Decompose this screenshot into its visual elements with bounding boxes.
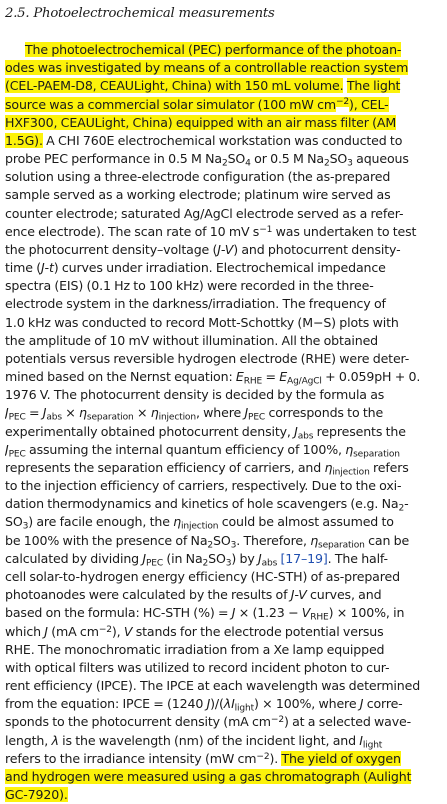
text-run: J-V	[217, 241, 234, 257]
text-run: SO	[5, 514, 23, 530]
text-line	[5, 168, 441, 186]
highlighted-text: odes was investigated by means of a controllable reaction system	[5, 60, 409, 76]
text-line	[5, 641, 441, 659]
text-line	[5, 404, 441, 422]
text-run: J	[42, 405, 47, 421]
highlighted-text: (CEL-PAEM-D8, CEAULight, China) with 150 mL volume.	[5, 78, 344, 94]
text-run: ).	[269, 750, 282, 766]
text-run: the photocurrent density–voltage (	[5, 241, 218, 257]
text-run: . Therefore,	[236, 532, 311, 548]
text-line	[5, 332, 441, 350]
text-run: 2	[221, 158, 228, 169]
text-run: solution using a three-electrode configuration (the as-prepared	[5, 169, 391, 185]
text-run: (in Na	[163, 550, 203, 566]
text-line	[5, 41, 441, 59]
text-run: ) × 100%, in	[328, 605, 405, 621]
text-run: λ	[51, 732, 59, 748]
text-run: separation	[353, 449, 400, 459]
text-run: J	[206, 696, 211, 712]
text-run: 1976 V. The photocurrent density is decided by the formula as	[5, 387, 385, 403]
highlighted-text: −2	[335, 97, 350, 108]
text-line	[5, 205, 441, 223]
text-run: was undertaken to test	[272, 223, 417, 239]
text-run: corresponds to the	[265, 405, 384, 421]
text-line	[5, 259, 441, 277]
text-line	[5, 568, 441, 586]
text-run: ),	[111, 623, 124, 639]
text-run: SO	[227, 151, 246, 167]
text-line	[5, 350, 441, 368]
text-run: J	[244, 405, 249, 421]
text-run: length,	[5, 732, 52, 748]
text-run: Ag/AgCl	[287, 376, 322, 387]
text-run: η	[79, 405, 87, 421]
text-run: light	[234, 703, 254, 714]
text-run: J-V	[290, 587, 307, 603]
text-run: λI	[223, 696, 235, 712]
text-run: 2	[323, 158, 330, 169]
text-run: could be almost assumed to	[218, 514, 394, 530]
highlighted-text: HXF300, CEAULight, China) equipped with an air mass filter (AM	[5, 114, 397, 130]
highlighted-text: source was a commercial solar simulator (100 mW cm	[5, 96, 336, 112]
text-run: cell solar-to-hydrogen energy efficiency (HC-STH) of as-prepared	[5, 568, 400, 584]
text-run: abs	[297, 431, 314, 441]
highlighted-text: The photoelectrochemical (PEC) performance of the photoan-	[25, 42, 402, 57]
text-run: −2	[256, 751, 270, 762]
text-run: I	[359, 732, 363, 748]
text-run: sponds to the photocurrent density (mA cm	[5, 714, 271, 730]
text-line	[5, 241, 441, 259]
text-run: 1.0 kHz was conducted to record Mott-Schottky (M−S) plots with	[5, 314, 399, 330]
text-line	[5, 295, 441, 313]
highlighted-text: GC-7920).	[5, 787, 68, 803]
text-run: the amplitude of 10 mV without illumination. All the obtained	[5, 332, 379, 348]
text-run: light	[362, 740, 383, 750]
text-run: η	[324, 459, 333, 475]
text-run: calculated by dividing	[5, 550, 143, 566]
text-line	[5, 96, 441, 114]
text-run: dation thermodynamics and kinetics of hole scavengers (e.g. Na	[5, 496, 399, 512]
text-line	[5, 659, 441, 677]
text-run: is the wavelength (nm) of the incident light, and	[58, 732, 360, 748]
text-run: refers	[369, 459, 409, 475]
text-run: J-t	[40, 260, 54, 276]
text-run: E	[235, 369, 244, 385]
text-run: . The half-	[327, 550, 388, 566]
citation-link[interactable]: [17–19]	[280, 550, 328, 566]
text-run: J	[231, 605, 236, 621]
text-run: PEC	[145, 558, 164, 568]
text-line	[5, 713, 441, 731]
text-run: separation	[86, 412, 134, 423]
text-line	[5, 695, 441, 713]
text-run: × (1.23 −	[235, 605, 302, 621]
text-line	[5, 441, 441, 459]
text-run: ) at a selected wave-	[283, 714, 412, 730]
text-run: 3	[22, 522, 29, 532]
text-run: ) by	[231, 550, 259, 566]
text-run: =	[25, 405, 43, 421]
text-run: SO	[213, 532, 231, 548]
text-run: 2	[202, 558, 209, 568]
highlighted-text: 1.5G).	[5, 132, 43, 148]
text-run: RHE	[310, 612, 329, 623]
text-run: from the equation: IPCE = (1240	[5, 696, 207, 712]
text-run: 3	[225, 558, 232, 568]
text-run: ×	[61, 405, 80, 421]
text-run: ) are facile enough, the	[28, 514, 174, 530]
highlighted-text: ), CEL-	[349, 96, 389, 112]
text-run: −1	[259, 224, 273, 235]
text-line	[5, 59, 441, 77]
text-run: PEC	[8, 449, 26, 459]
text-line	[5, 77, 441, 95]
text-run: stands for the electrode potential versus	[132, 623, 384, 639]
highlighted-text: and hydrogen were measured using a gas chromatograph (Aulight	[5, 768, 412, 784]
text-run: J	[5, 441, 9, 457]
text-run: sample served as a working electrode; platinum wire served as	[5, 187, 391, 203]
text-run: represents the	[313, 423, 406, 439]
text-run: V	[301, 605, 311, 621]
highlighted-text: The yield of oxygen	[281, 750, 401, 766]
text-line	[5, 532, 441, 550]
text-line	[5, 386, 441, 404]
text-run: J	[294, 423, 298, 439]
text-run: 3	[230, 540, 237, 550]
text-run: electrode system in the darkness/irradiation. The frequency of	[5, 296, 386, 312]
text-run: η	[310, 532, 319, 548]
text-run: J	[359, 696, 364, 712]
text-run: E	[279, 369, 288, 385]
text-line	[5, 114, 441, 132]
text-run: ) and photocurrent density-	[233, 241, 401, 257]
text-run: can be	[364, 532, 410, 548]
text-run: -	[404, 496, 409, 512]
text-run: J	[44, 623, 48, 639]
text-run: be 100% with the presence of Na	[5, 532, 208, 548]
text-line	[5, 732, 441, 750]
text-run: η	[173, 514, 182, 530]
text-run: η	[150, 405, 159, 421]
text-run: =	[262, 369, 280, 385]
text-line	[5, 477, 441, 495]
text-run: corre-	[363, 696, 403, 712]
text-run: with optical filters was utilized to record incident photon to cur-	[5, 659, 390, 675]
text-line	[5, 277, 441, 295]
text-run: curves, and	[306, 587, 382, 603]
text-run: RHE	[243, 376, 263, 387]
text-line	[5, 513, 441, 531]
document-page	[5, 0, 441, 804]
text-run: mined based on the Nernst equation:	[5, 369, 236, 385]
text-run: SO	[329, 151, 348, 167]
text-run: injection	[158, 412, 196, 423]
text-run: )/(	[210, 696, 224, 712]
text-run: probe PEC performance in 0.5 M Na	[5, 151, 222, 167]
text-run: −2	[98, 624, 112, 635]
text-run: refers to the irradiance intensity (mW cm	[5, 750, 257, 766]
text-run: J	[142, 550, 146, 566]
text-run: photoanodes were calculated by the results of	[5, 587, 291, 603]
text-line	[5, 186, 441, 204]
text-line	[5, 423, 441, 441]
text-line	[5, 495, 441, 513]
text-run: 2	[398, 503, 405, 514]
text-run: ence electrode). The scan rate of 10 mV s	[5, 223, 260, 239]
text-line	[5, 604, 441, 622]
text-run: 2	[207, 540, 214, 550]
text-run: SO	[208, 550, 226, 566]
text-line	[5, 750, 441, 768]
text-run: −2	[270, 715, 284, 726]
text-run: ×	[133, 405, 151, 421]
text-line	[5, 314, 441, 332]
text-line	[5, 368, 441, 386]
text-line	[5, 786, 441, 804]
highlighted-text: The light	[346, 78, 401, 94]
text-run: J	[258, 550, 262, 566]
text-run: time (	[5, 260, 41, 276]
text-line	[5, 677, 441, 695]
text-run: spectra (EIS) (0.1 Hz to 100 kHz) were recorded in the three-	[5, 278, 374, 294]
text-run: or 0.5 M Na	[250, 151, 324, 167]
section-heading: 2.5. Photoelectrochemical measurements	[5, 6, 275, 21]
text-run: potentials versus reversible hydrogen electrode (RHE) were deter-	[5, 350, 410, 366]
text-run: 4	[245, 158, 251, 169]
text-run: abs	[261, 558, 278, 568]
text-run: separation	[318, 540, 365, 550]
text-run: PEC	[248, 412, 266, 423]
text-run: to the injection efficiency of carriers, respectively. Due to the oxi-	[5, 478, 402, 494]
text-line	[5, 586, 441, 604]
text-run: η	[345, 441, 354, 457]
text-line	[5, 150, 441, 168]
text-run: V	[123, 623, 133, 639]
text-run: aqueous	[352, 151, 409, 167]
text-line	[5, 768, 441, 786]
text-run: assuming the internal quantum efficiency of 100%,	[25, 441, 346, 457]
text-run: based on the formula: HC-STH (%) =	[5, 605, 232, 621]
text-run: experimentally obtained photocurrent density,	[5, 423, 295, 439]
text-run: rent efficiency (IPCE). The IPCE at each wavelength was determined	[5, 678, 421, 694]
text-run: , where	[195, 405, 245, 421]
text-run: counter electrode; saturated Ag/AgCl electrode served as a refer-	[5, 205, 404, 221]
text-run: ) curves under irradiation. Electrochemical impedance	[53, 260, 386, 276]
text-run: 3	[347, 158, 353, 169]
text-run: + 0.059pH + 0.	[321, 369, 421, 385]
text-run: RHE. The monochromatic irradiation from a Xe lamp equipped	[5, 641, 385, 657]
text-line	[5, 132, 441, 150]
text-run: (mA cm	[47, 623, 99, 639]
text-run: ) × 100%, where	[254, 696, 360, 712]
text-line	[5, 550, 441, 568]
text-run: injection	[332, 467, 370, 478]
text-line	[5, 223, 441, 241]
text-run: J	[5, 405, 9, 421]
text-run: which	[5, 623, 45, 639]
text-run: injection	[181, 522, 219, 532]
text-run: represents the separation efficiency of carriers, and	[5, 459, 325, 475]
text-run: abs	[46, 412, 62, 423]
body-paragraph	[5, 41, 441, 804]
text-run: PEC	[8, 412, 26, 423]
text-line	[5, 623, 441, 641]
text-line	[5, 459, 441, 477]
text-run: A CHI 760E electrochemical workstation was conducted to	[42, 132, 403, 148]
